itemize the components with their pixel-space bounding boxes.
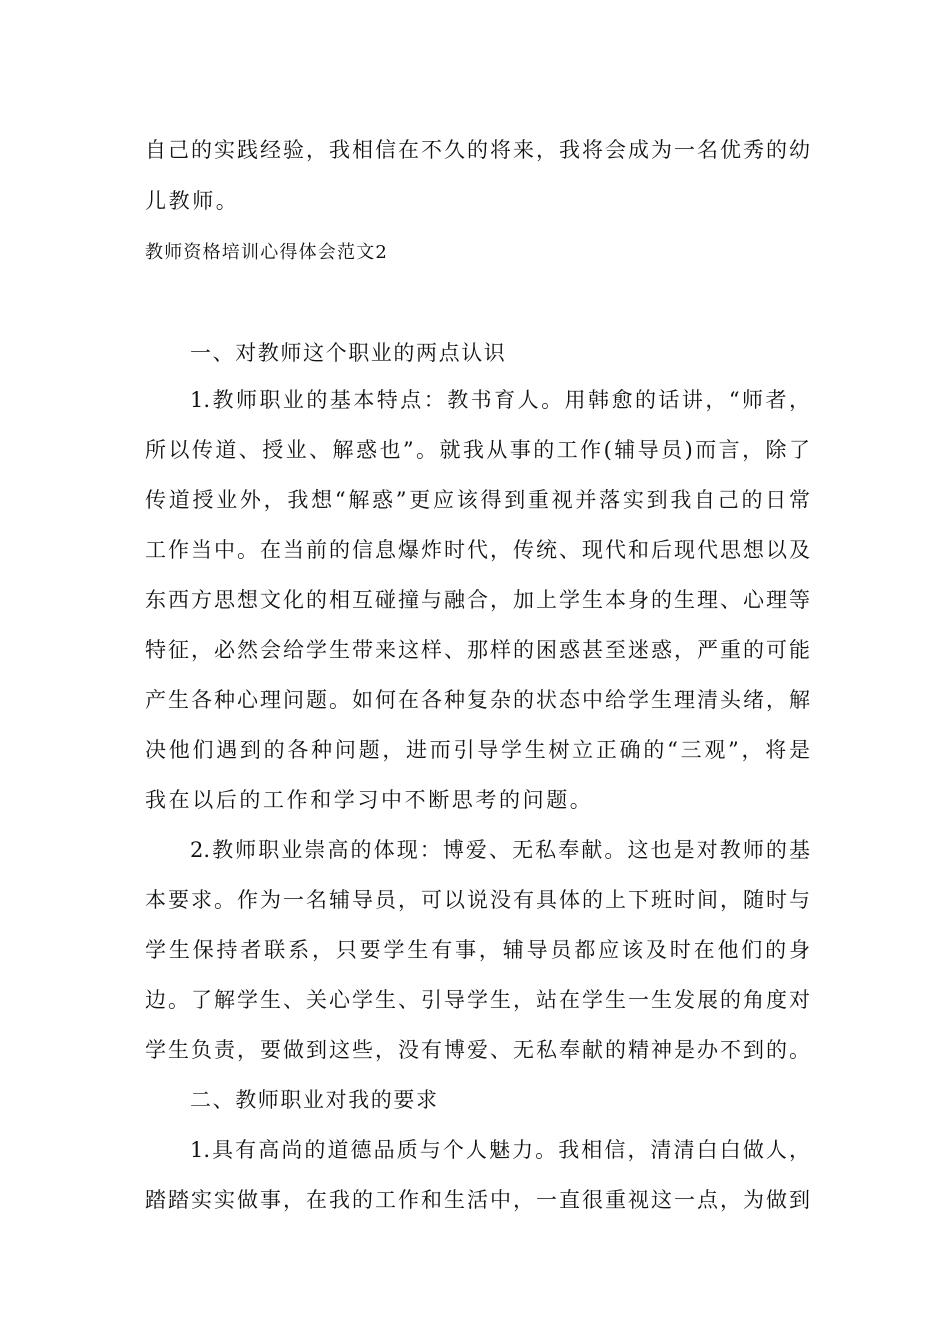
- paragraph-line: 1.具有高尚的道德品质与个人魅力。我相信，清清白白做人，: [190, 1138, 810, 1162]
- paragraph-line: 产生各种心理问题。如何在各种复杂的状态中给学生理清头绪，解: [145, 688, 810, 712]
- document-heading: 教师资格培训心得体会范文2: [145, 242, 389, 263]
- paragraph-line: 传道授业外，我想“解惑”更应该得到重视并落实到我自己的日常: [145, 488, 810, 512]
- paragraph-line: 2.教师职业崇高的体现：博爱、无私奉献。这也是对教师的基: [190, 838, 810, 862]
- paragraph-line: 工作当中。在当前的信息爆炸时代，传统、现代和后现代思想以及: [145, 538, 810, 562]
- paragraph-line: 我在以后的工作和学习中不断思考的问题。: [145, 788, 594, 812]
- paragraph-line: 儿教师。: [145, 189, 240, 213]
- paragraph-line: 学生保持者联系，只要学生有事，辅导员都应该及时在他们的身: [145, 938, 810, 962]
- paragraph-line: 特征，必然会给学生带来这样、那样的困惑甚至迷惑，严重的可能: [145, 638, 810, 662]
- paragraph-line: 踏踏实实做事，在我的工作和生活中，一直很重视这一点，为做到: [145, 1188, 810, 1212]
- section-heading: 二、教师职业对我的要求: [190, 1088, 439, 1112]
- paragraph-line: 决他们遇到的各种问题，进而引导学生树立正确的“三观”，将是: [145, 738, 810, 762]
- paragraph-line: 所以传道、授业、解惑也”。就我从事的工作(辅导员)而言，除了: [145, 438, 810, 462]
- section-heading: 一、对教师这个职业的两点认识: [190, 341, 507, 365]
- paragraph-line: 边。了解学生、关心学生、引导学生，站在学生一生发展的角度对: [145, 988, 810, 1012]
- paragraph-line: 学生负责，要做到这些，没有博爱、无私奉献的精神是办不到的。: [145, 1038, 810, 1062]
- paragraph-line: 自己的实践经验，我相信在不久的将来，我将会成为一名优秀的幼: [145, 138, 810, 162]
- paragraph-line: 1.教师职业的基本特点：教书育人。用韩愈的话讲，“师者，: [190, 388, 810, 412]
- paragraph-line: 本要求。作为一名辅导员，可以说没有具体的上下班时间，随时与: [145, 888, 810, 912]
- paragraph-line: 东西方思想文化的相互碰撞与融合，加上学生本身的生理、心理等: [145, 588, 810, 612]
